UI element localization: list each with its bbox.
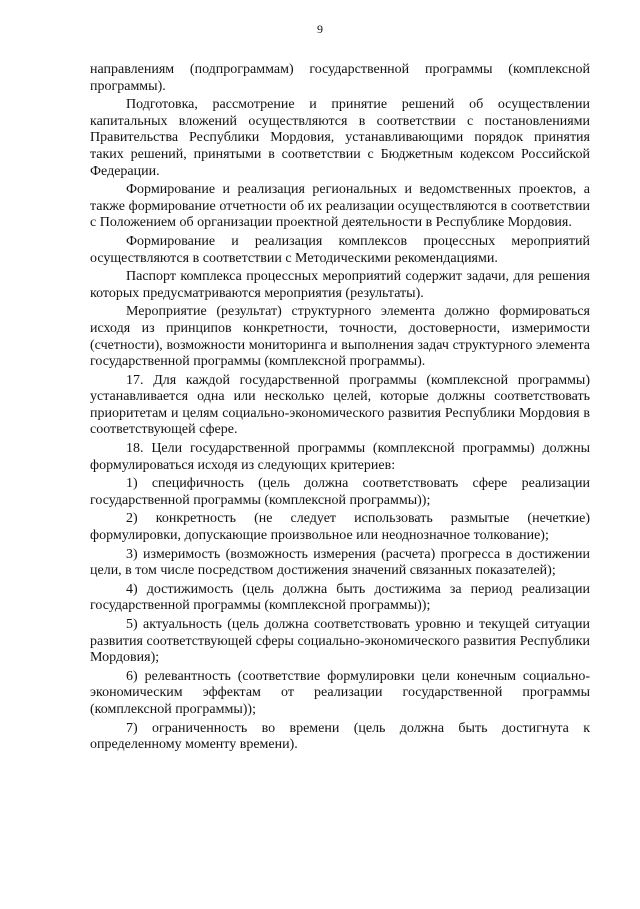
paragraph-projects: Формирование и реализация региональных и ведомственных проектов, а также формирование отчетности об их реализации осуществляются в соответствии с Положением об организации проектной деятельности в Республике Мордовия. bbox=[90, 182, 590, 231]
criterion-specificity: 1) специфичность (цель должна соответствовать сфере реализации государственной программы (комплексной программы)); bbox=[90, 476, 590, 508]
criterion-achievability: 4) достижимость (цель должна быть достижима за период реализации государственной программы (комплексной программы)); bbox=[90, 581, 590, 614]
criterion-time-bound: 7) ограниченность во времени (цель должна быть достигнута к определенному моменту времени). bbox=[90, 720, 590, 753]
paragraph-passport: Паспорт комплекса процессных мероприятий содержит задачи, для решения которых предусматриваются мероприятия (результаты). bbox=[90, 269, 590, 301]
paragraph-item-18: 18. Цели государственной программы (комплексной программы) должны формулироваться исходя из следующих критериев: bbox=[90, 441, 590, 473]
document-body bbox=[90, 62, 590, 756]
criterion-relevance-actuality: 5) актуальность (цель должна соответствовать уровню и текущей ситуации развития соответствующей сферы социально-экономического развития Республики Мордовия); bbox=[90, 617, 590, 666]
criterion-measurability: 3) измеримость (возможность измерения (расчета) прогресса в достижении цели, в том числе посредством достижения значений связанных показателей); bbox=[90, 546, 590, 579]
paragraph-process-complexes: Формирование и реализация комплексов процессных мероприятий осуществляются в соответствии с Методическими рекомендациями. bbox=[90, 233, 590, 266]
paragraph-capital-investments: Подготовка, рассмотрение и принятие решений об осуществлении капитальных вложений осуществляются в соответствии с постановлениями Правительства Республики Мордовия, устанавливающими порядок принятия таких решений, принятыми в соответствии с Бюджетным кодексом Российской Федерации. bbox=[90, 97, 590, 179]
paragraph-activity-result: Мероприятие (результат) структурного элемента должно формироваться исходя из принципов конкретности, точности, достоверности, измеримости (счетности), возможности мониторинга и выполнения задач структурного элемента государственной программы (комплексной программы). bbox=[90, 304, 590, 370]
paragraph-item-17: 17. Для каждой государственной программы (комплексной программы) устанавливается одна или несколько целей, которые должны соответствовать приоритетам и целям социально-экономического развития Республики Мордовия в соответствующей сфере. bbox=[90, 372, 590, 438]
criterion-relevance: 6) релевантность (соответствие формулировки цели конечным социально-экономическим эффектам от реализации государственной программы (комплексной программы)); bbox=[90, 668, 590, 717]
page-number: 9 bbox=[317, 22, 323, 36]
paragraph-continuation: направлениям (подпрограммам) государственной программы (комплексной программы). bbox=[90, 62, 590, 94]
criterion-concreteness: 2) конкретность (не следует использовать размытые (нечеткие) формулировки, допускающие произвольное или неоднозначное толкование); bbox=[90, 511, 590, 544]
